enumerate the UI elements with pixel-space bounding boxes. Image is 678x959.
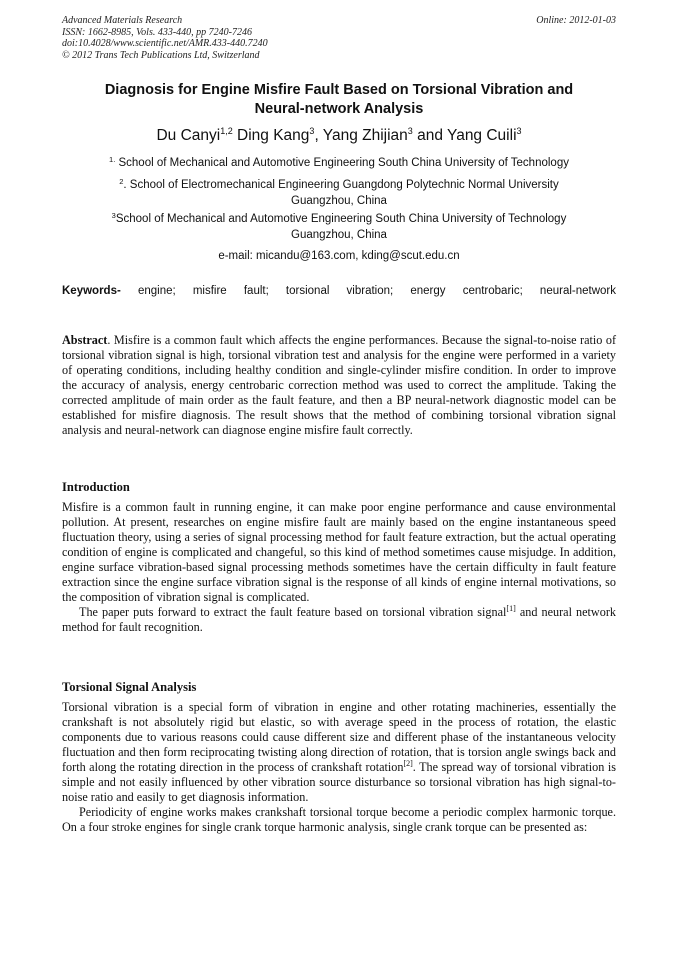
- abstract-text: . Misfire is a common fault which affects the engine performances. Because the signal-to-noise ratio of torsional vibration signal is high, torsional vibration test and analysis for the engine were performed in a variety of operating conditions, including healthy condition and single-cylinder misfire condition. In order to improve the accuracy of analysis, energy centrobaric correction method was used to correct the amplitude. Taking the corrected amplitude of main order as the fault feature, and then a BP neural-network diagnostic model can be established for misfire diagnosis. The result shows that the method of combining torsional vibration signal analysis and neural-network can diagnose engine misfire fault correctly.: [62, 333, 616, 437]
- affiliation-1-mark: 1.: [109, 155, 116, 164]
- affiliation-1: $^{1.}$ School of Mechanical and Automotive Engineering South China University of Technology: [109, 155, 569, 169]
- introduction-heading: Introduction: [62, 480, 130, 494]
- torsional-analysis-body: [62, 700, 616, 835]
- author-1: Du Canyi: [156, 127, 221, 144]
- title-line-1: Diagnosis for Engine Misfire Fault Based on Torsional Vibration and: [104, 82, 574, 98]
- torsional-paragraph-1: Torsional vibration is a special form of vibration in engine and other rotating machineries, essentially the crankshaft is not absolutely rigid but elastic, so with average speed in the process of rotation, the elastic components due to various reasons could cause different size and different phase of the instantaneous velocity fluctuation and then form reciprocating twisting along direction of rotation, that is torsion angle swings back and forth along the rotating direction in the process of crankshaft rotation[2]. The spread way of torsional vibration is simple and not easily influenced by other vibration source disturbance so torsional vibration has high signal-to-noise ratio and easily to get diagnosis information.: [62, 700, 616, 804]
- affiliation-3: $^3$School of Mechanical and Automotive Engineering South China University of Technology Guangzhou, China: [111, 211, 567, 241]
- affiliation-2: $^2$. School of Electromechanical Engineering Guangdong Polytechnic Normal University Guangzhou, China: [119, 177, 559, 207]
- online-date: Online: 2012-01-03: [536, 15, 616, 26]
- torsional-paragraph-2: Periodicity of engine works makes crankshaft torsional torque become a periodic complex harmonic torque. On a four stroke engines for single crank torque harmonic analysis, single crank torque can be presented as:: [62, 805, 616, 834]
- affiliation-3-mark: 3: [111, 211, 116, 220]
- paper-title: [62, 81, 616, 119]
- author-1-affil: 1,2: [220, 126, 233, 136]
- contact-email: e-mail: micandu@163.com, kding@scut.edu.cn: [218, 250, 460, 262]
- abstract: [62, 333, 616, 438]
- keywords-text: engine; misfire fault; torsional vibration; energy centrobaric; neural-network: [120, 285, 616, 297]
- copyright-line: © 2012 Trans Tech Publications Ltd, Switzerland: [62, 49, 260, 61]
- affiliation-2-mark: 2: [119, 177, 124, 186]
- torsional-analysis-heading: Torsional Signal Analysis: [62, 680, 197, 694]
- abstract-label: Abstract: [62, 333, 108, 347]
- doi-line: doi:10.4028/www.scientific.net/AMR.433-440.7240: [62, 38, 268, 49]
- author-2: Ding Kang: [232, 127, 310, 144]
- journal-header: [62, 15, 616, 61]
- introduction-paragraph-1: Misfire is a common fault in running engine, it can make poor engine performance and cause environmental pollution. At present, researches on engine misfire fault are mainly based on the engine instantaneous speed fluctuation theory, using a series of signal processing method for fault feature extraction, but the actual operating condition of engine is complicated and changeful, so this kind of method sometimes cause misjudge. In addition, engine surface vibration-based signal processing methods sometimes have the certain difficulty in fault feature extraction since the engine surface vibration signal is the response of all kinds of engine internal motivations, so the composition of vibration signal is complicated.: [62, 500, 616, 604]
- author-4: and Yang Cuili: [412, 127, 517, 144]
- introduction-body: [62, 500, 616, 635]
- citation-2: [2]: [403, 759, 413, 768]
- journal-name: Advanced Materials Research: [62, 15, 183, 26]
- introduction-paragraph-2: The paper puts forward to extract the fault feature based on torsional vibration signal[1] and neural network method for fault recognition.: [62, 604, 616, 634]
- issn-line: ISSN: 1662-8985, Vols. 433-440, pp 7240-7246: [62, 26, 252, 38]
- author-2-affil: 3: [309, 126, 315, 136]
- keywords-label: Keywords-: [62, 285, 121, 297]
- author-list: [62, 126, 616, 146]
- citation-1: [1]: [506, 604, 516, 613]
- author-3: , Yang Zhijian: [314, 127, 408, 144]
- keywords-line: [62, 284, 616, 299]
- author-3-affil: 3: [407, 126, 413, 136]
- author-4-affil: 3: [516, 126, 522, 136]
- title-line-2: Neural-network Analysis: [254, 101, 424, 117]
